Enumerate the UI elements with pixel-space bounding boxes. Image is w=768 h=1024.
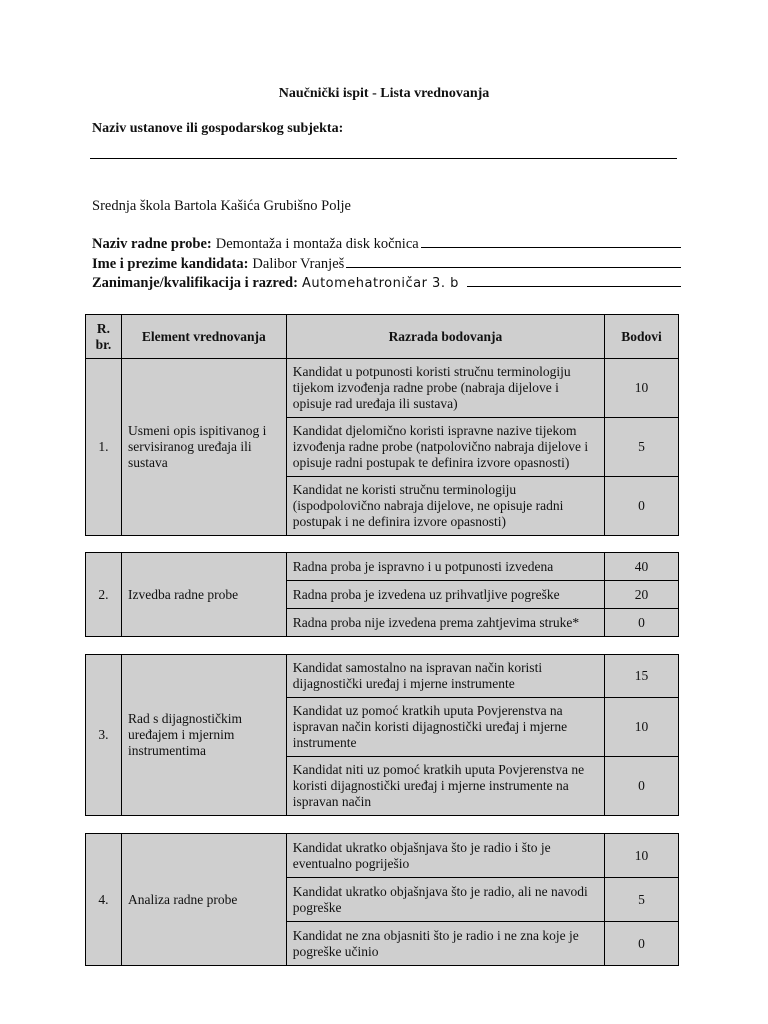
criterion-points: 0 (605, 609, 679, 637)
evaluation-table-1 (85, 314, 679, 536)
criterion-description: Kandidat niti uz pomoć kratkih uputa Povjerenstva ne koristi dijagnostički uređaj i mjerne instrumente na ispravan način (286, 757, 604, 816)
criterion-description: Kandidat djelomično koristi ispravne nazive tijekom izvođenja radne probe (natpolovično nabraja dijelove i opisuje radni postupak te definira izvore opasnosti) (286, 418, 604, 477)
evaluation-table-3 (85, 654, 679, 816)
document-title: Naučnički ispit - Lista vrednovanja (278, 86, 490, 101)
criterion-points: 40 (605, 553, 679, 581)
criterion-description: Kandidat ne zna objasniti što je radio i ne zna koje je pogreške učinio (286, 922, 604, 966)
work-sample-line (92, 235, 681, 253)
header-razrada: Razrada bodovanja (286, 315, 604, 359)
table-row (86, 834, 679, 878)
institution-label: Naziv ustanove ili gospodarskog subjekta: (92, 121, 344, 136)
institution-underline (90, 158, 677, 159)
work-sample-underline (421, 235, 681, 248)
criterion-description: Radna proba je izvedena uz prihvatljive pogreške (286, 581, 604, 609)
header-bodovi: Bodovi (605, 315, 679, 359)
criterion-points: 0 (605, 477, 679, 536)
section-number: 2. (86, 553, 122, 637)
criterion-description: Kandidat ne koristi stručnu terminologiju (ispodpolovično nabraja dijelove, ne opisuje radni postupak i ne definira izvore opasnosti) (286, 477, 604, 536)
table-row (86, 553, 679, 581)
criterion-points: 10 (605, 834, 679, 878)
section-element: Izvedba radne probe (121, 553, 286, 637)
header-element: Element vrednovanja (121, 315, 286, 359)
criterion-points: 5 (605, 878, 679, 922)
criterion-description: Radna proba je ispravno i u potpunosti izvedena (286, 553, 604, 581)
table-header-row (86, 315, 679, 359)
criterion-description: Kandidat uz pomoć kratkih uputa Povjerenstva na ispravan način koristi dijagnostički uređaj i mjerne instrumente (286, 698, 604, 757)
section-number: 1. (86, 359, 122, 536)
work-sample-value: Demontaža i montaža disk kočnica (215, 236, 419, 252)
table-row (86, 359, 679, 418)
candidate-line (92, 255, 681, 273)
criterion-points: 0 (605, 922, 679, 966)
criterion-points: 0 (605, 757, 679, 816)
evaluation-table-4 (85, 833, 679, 966)
candidate-underline (346, 255, 681, 268)
evaluation-table-2 (85, 552, 679, 637)
criterion-points: 20 (605, 581, 679, 609)
section-element: Rad s dijagnostičkim uređajem i mjernim instrumentima (121, 655, 286, 816)
criterion-points: 10 (605, 359, 679, 418)
header-rbr: R. br. (86, 315, 122, 359)
criterion-description: Radna proba nije izvedena prema zahtjevima struke* (286, 609, 604, 637)
table-row (86, 655, 679, 698)
section-element: Usmeni opis ispitivanog i servisiranog uređaja ili sustava (121, 359, 286, 536)
section-number: 3. (86, 655, 122, 816)
candidate-value: Dalibor Vranješ (252, 256, 345, 272)
section-number: 4. (86, 834, 122, 966)
school-name: Srednja škola Bartola Kašića Grubišno Polje (92, 198, 351, 214)
work-sample-label: Naziv radne probe: (92, 236, 212, 252)
occupation-label: Zanimanje/kvalifikacija i razred: (92, 275, 298, 291)
criterion-points: 5 (605, 418, 679, 477)
criterion-description: Kandidat u potpunosti koristi stručnu terminologiju tijekom izvođenja radne probe (nabraja dijelove i opisuje rad uređaja ili sustava) (286, 359, 604, 418)
criterion-points: 15 (605, 655, 679, 698)
candidate-label: Ime i prezime kandidata: (92, 256, 249, 272)
criterion-description: Kandidat ukratko objašnjava što je radio i što je eventualno pogriješio (286, 834, 604, 878)
occupation-value: Automehatroničar 3. b (301, 276, 459, 291)
criterion-description: Kandidat samostalno na ispravan način koristi dijagnostički uređaj i mjerne instrumente (286, 655, 604, 698)
occupation-underline (467, 274, 681, 287)
criterion-description: Kandidat ukratko objašnjava što je radio, ali ne navodi pogreške (286, 878, 604, 922)
criterion-points: 10 (605, 698, 679, 757)
section-element: Analiza radne probe (121, 834, 286, 966)
occupation-line (92, 274, 681, 292)
